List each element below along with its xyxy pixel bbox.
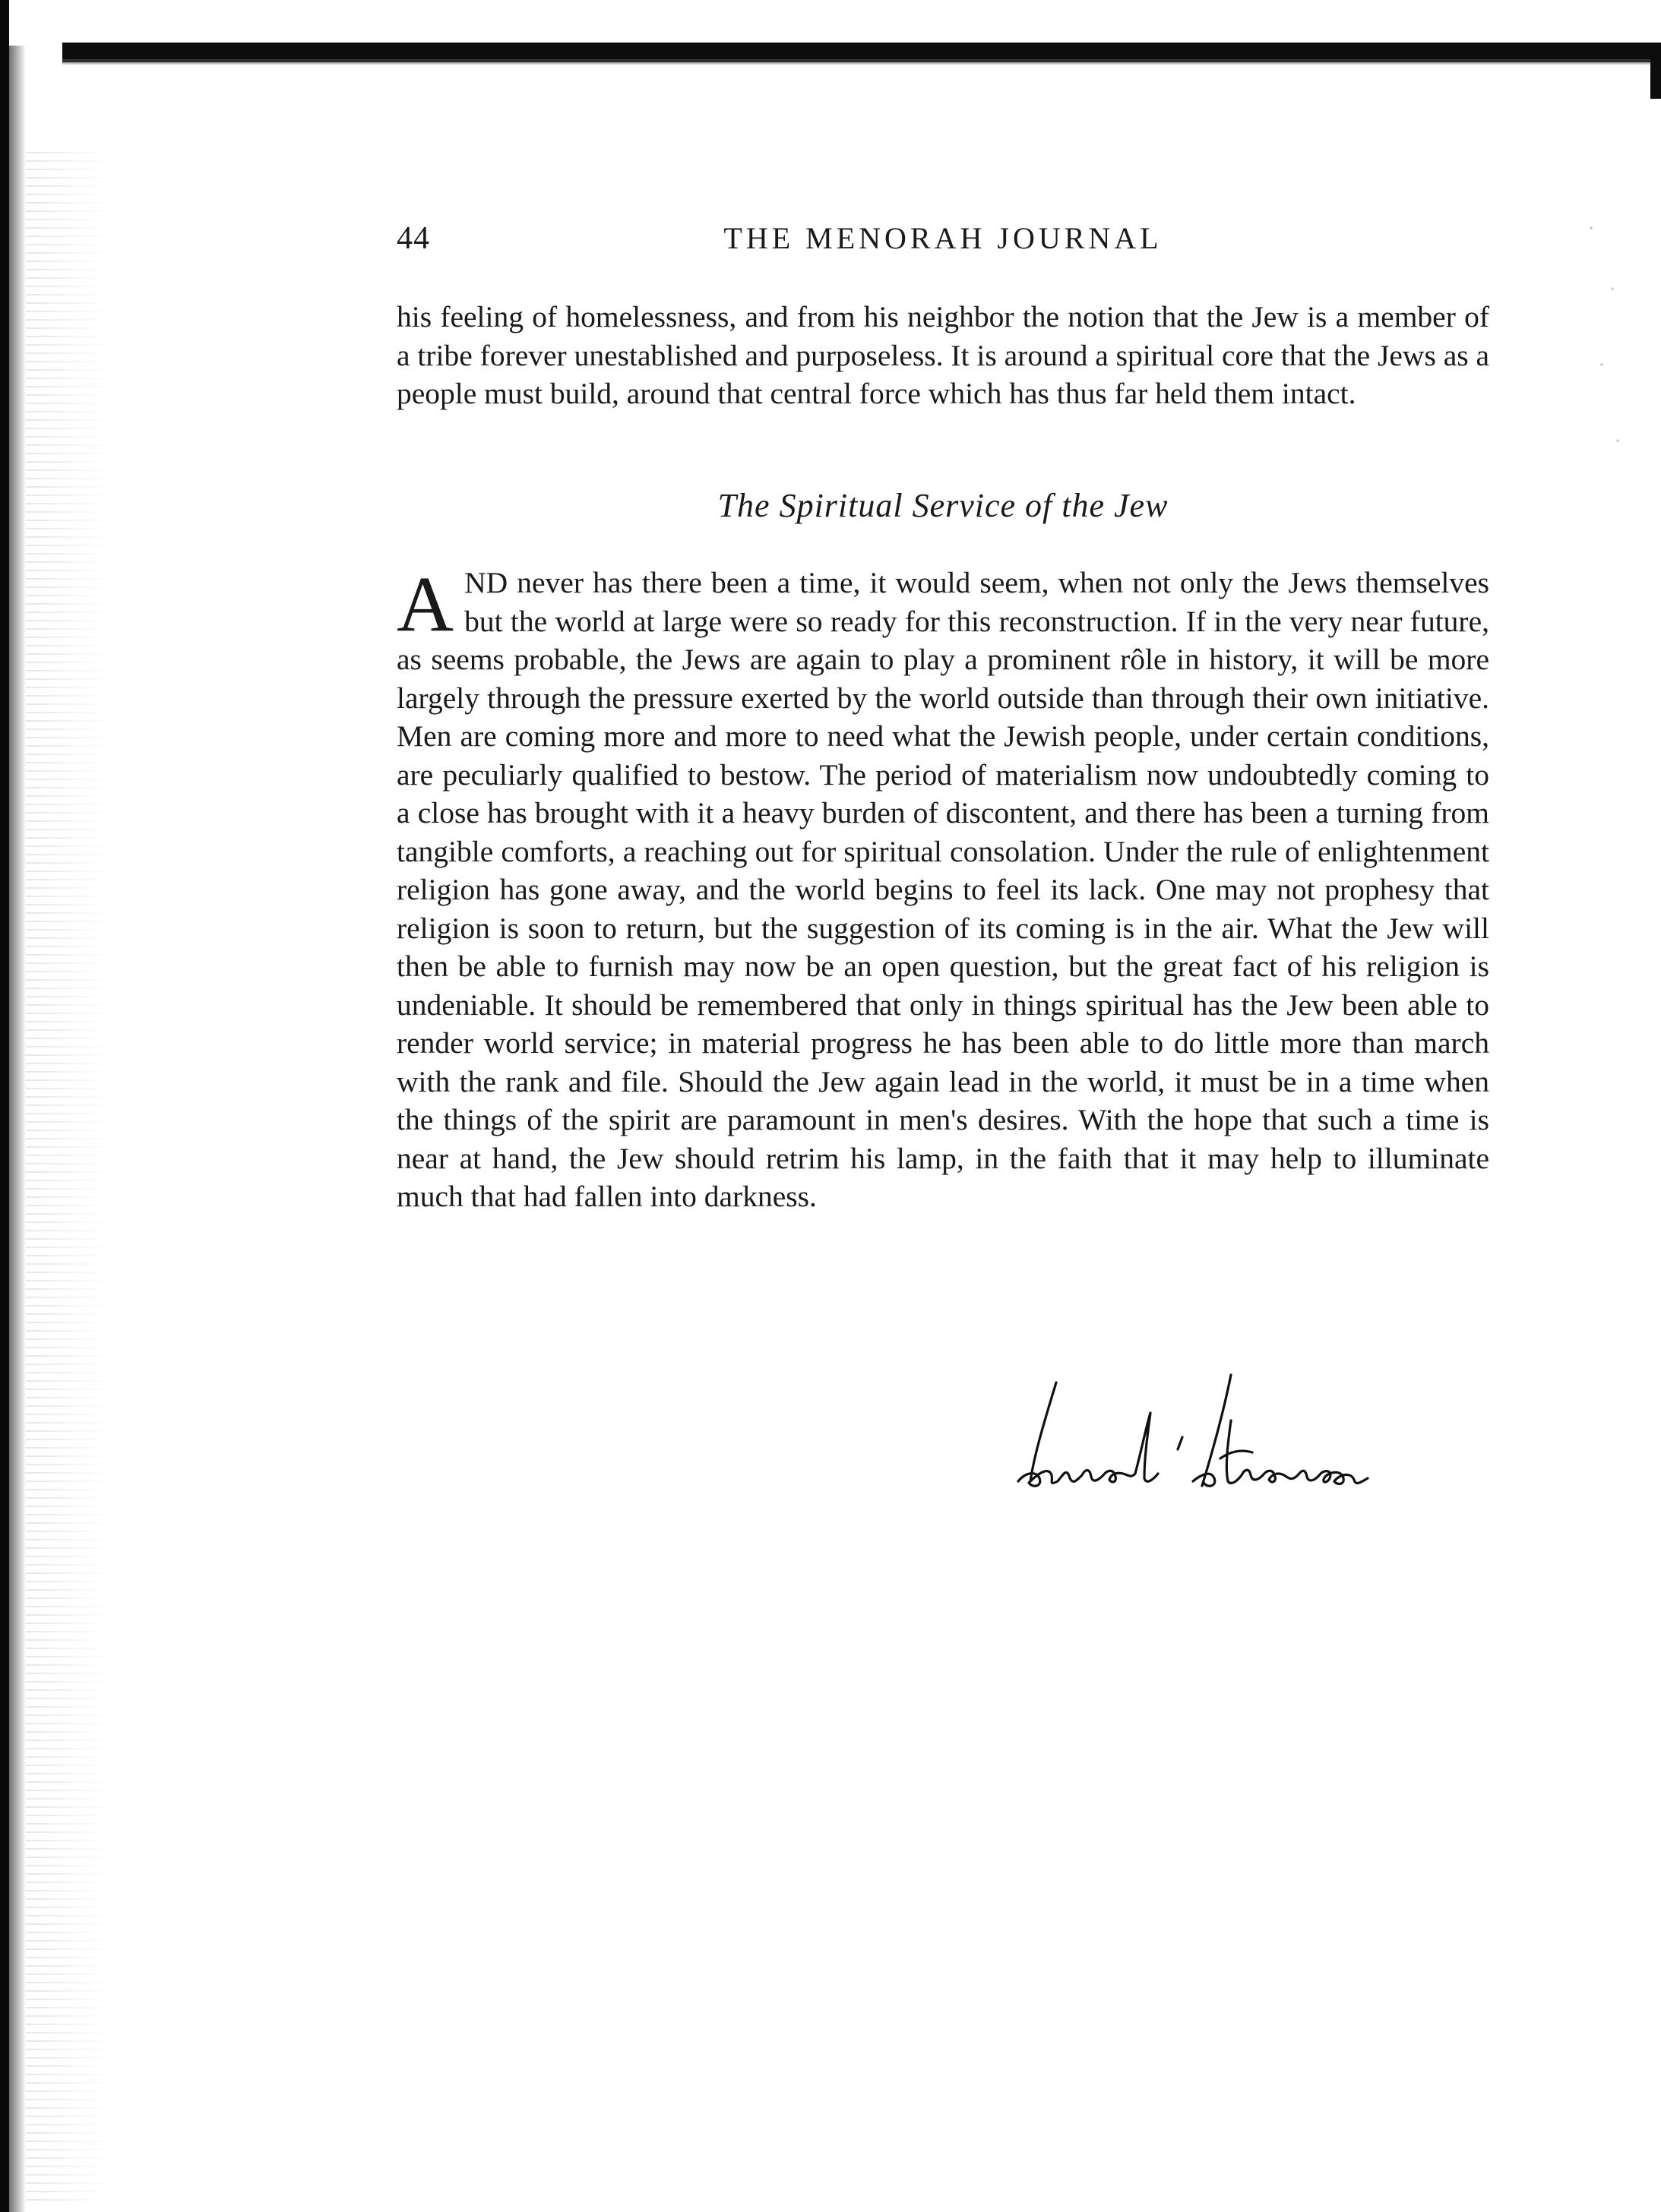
section-heading: The Spiritual Service of the Jew — [717, 487, 1169, 524]
running-head — [397, 220, 1489, 266]
scan-right-specks — [1580, 198, 1634, 501]
scan-top-bar — [62, 43, 1661, 62]
paragraph-main-text: ND never has there been a time, it would seem, when not only the Jews themselves but the world at large were so ready for this reconstruction. If in the very near future, as seems probable, the Jews are again to play a prominent rôle in history, it will be more largely through the pressure exerted by the world outside than through their own initiative. Men are coming more and more to need what the Jewish people, under certain conditions, are peculiarly qualified to bestow. The period of materialism now undoubtedly coming to a close has brought with it a heavy burden of discontent, and there has been a turning from tangible comforts, a reaching out for spiritual consolation. Under the rule of enlightenment religion has gone away, and the world begins to feel its lack. One may not prophesy that religion is soon to return, but the suggestion of its coming is in the air. What the Jew will then be able to furnish may now be an open question, but the great fact of his religion is undeniable. It should be remembered that only in things spiritual has the Jew been able to render world service; in material progress he has been able to do little more than march with the rank and file. Should the Jew again lead in the world, it must be in a time when the things of the spirit are paramount in men's desires. With the hope that such a time is near at hand, the Jew should retrim his lamp, in the faith that it may help to illuminate much that had fallen into darkness. — [397, 566, 1489, 1213]
signature-stroke-samuel — [1018, 1413, 1158, 1486]
scan-left-noise — [26, 152, 109, 2203]
scan-right-notch — [1650, 46, 1661, 99]
journal-title: THE MENORAH JOURNAL — [723, 221, 1163, 255]
scan-left-shadow — [9, 46, 26, 2212]
drop-cap: A — [397, 561, 454, 648]
paragraph-continued: his feeling of homelessness, and from his neighbor the notion that the Jew is a member of a tribe forever unestablished and purposeless. It is around a spiritual core that the Jews as a people must build, around that central force which has thus far held them intact. — [397, 300, 1490, 410]
page-number: 44 — [397, 221, 430, 256]
scan-left-edge — [0, 0, 9, 2212]
signature-stroke-tick — [1178, 1437, 1182, 1449]
signature — [1003, 1367, 1428, 1519]
signature-stroke-s1 — [1030, 1382, 1056, 1481]
paragraph-main — [397, 561, 1489, 1216]
